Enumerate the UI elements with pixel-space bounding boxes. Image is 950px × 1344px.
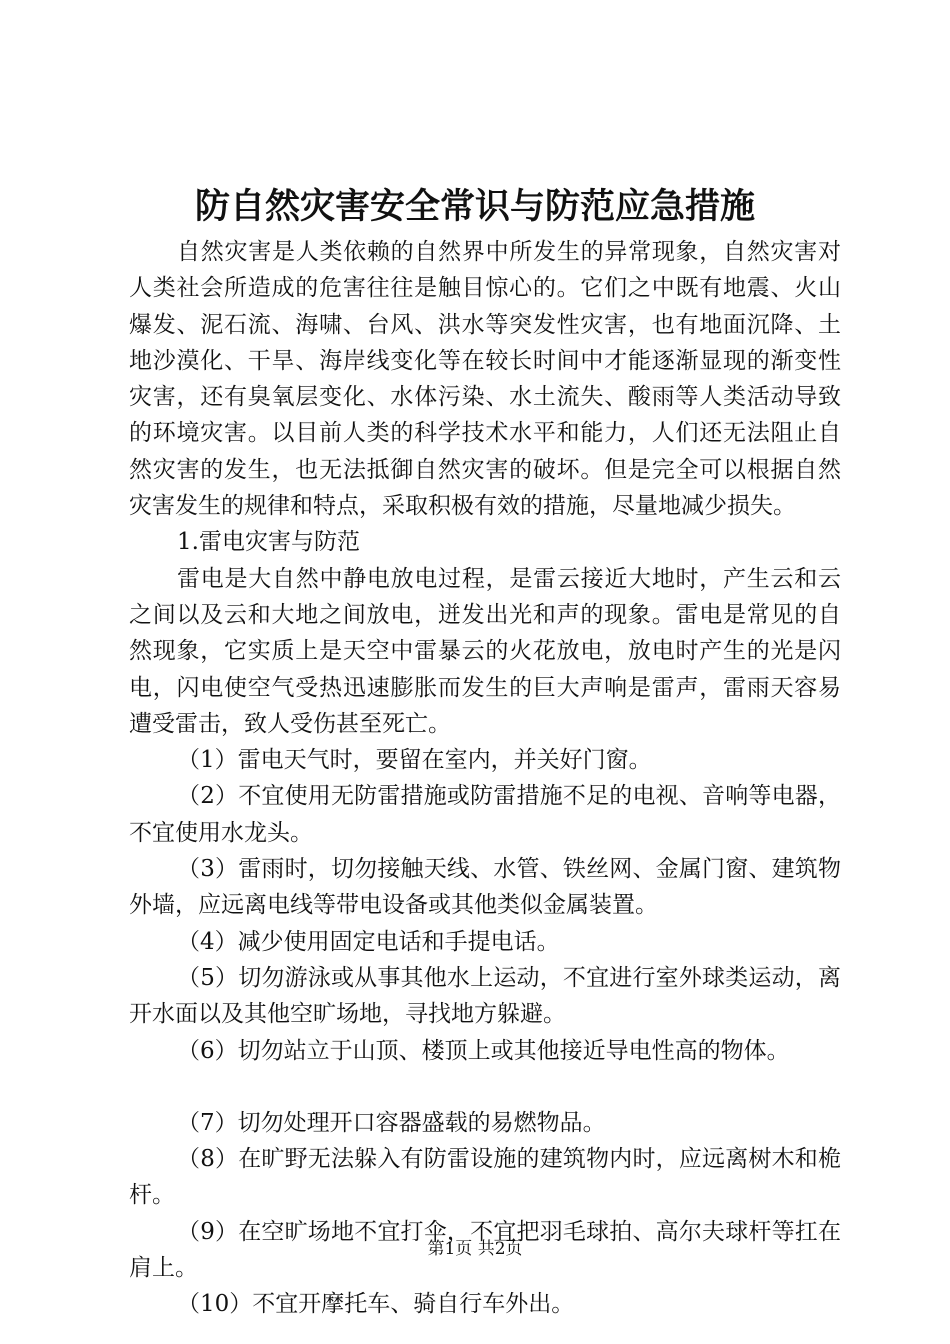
list-item: （2）不宜使用无防雷措施或防雷措施不足的电视、音响等电器，不宜使用水龙头。 [129, 783, 841, 846]
list-item: （6）切勿站立于山顶、楼顶上或其他接近导电性高的物体。 [177, 1037, 790, 1064]
list-item: （7）切勿处理开口容器盛载的易燃物品。 [177, 1109, 606, 1136]
page-total: 共2页 [477, 1239, 523, 1259]
intro-paragraph: 自然灾害是人类依赖的自然界中所发生的异常现象，自然灾害对人类社会所造成的危害往往是触目惊心的。它们之中既有地震、火山爆发、泥石流、海啸、台风、洪水等突发性灾害，也有地面沉降、土地沙漠化、干旱、海岸线变化等在较长时间中才能逐渐显现的渐变性灾害，还有臭氧层变化、水体污染、水土流失、酸雨等人类活动导致的环境灾害。以目前人类的科学技术水平和能力，人们还无法阻止自然灾害的发生，也无法抵御自然灾害的破坏。但是完全可以根据自然灾害发生的规律和特点，采取积极有效的措施，尽量地减少损失。 [129, 239, 841, 520]
document-body [129, 234, 841, 1323]
blank-line [129, 1069, 841, 1105]
section-paragraph: 雷电是大自然中静电放电过程，是雷云接近大地时，产生云和云之间以及云和大地之间放电，迸发出光和声的现象。雷电是常见的自然现象，它实质上是天空中雷暴云的火花放电，放电时产生的光是闪电，闪电使空气受热迅速膨胀而发生的巨大声响是雷声，雷雨天容易遭受雷击，致人受伤甚至死亡。 [129, 565, 841, 737]
list-item: （3）雷雨时，切勿接触天线、水管、铁丝网、金属门窗、建筑物外墙，应远离电线等带电设备或其他类似金属装置。 [129, 856, 841, 919]
section-heading: 1.雷电灾害与防范 [177, 529, 360, 556]
list-item: （9）在空旷场地不宜打伞，不宜把羽毛球拍、高尔夫球杆等扛在肩上。 [129, 1218, 841, 1282]
list-item: （5）切勿游泳或从事其他水上运动，不宜进行室外球类运动，离开水面以及其他空旷场地，寻找地方躲避。 [129, 964, 841, 1028]
list-item: （8）在旷野无法躲入有防雷设施的建筑物内时，应远离树木和桅杆。 [129, 1146, 841, 1209]
page-number: 第1页 [427, 1239, 473, 1259]
page-footer [0, 1237, 950, 1261]
page-title: 防自然灾害安全常识与防范应急措施 [194, 186, 755, 227]
list-item: （10）不宜开摩托车、骑自行车外出。 [177, 1291, 575, 1318]
list-item: （1）雷电天气时，要留在室内，并关好门窗。 [177, 747, 652, 774]
list-item: （4）减少使用固定电话和手提电话。 [177, 928, 560, 955]
